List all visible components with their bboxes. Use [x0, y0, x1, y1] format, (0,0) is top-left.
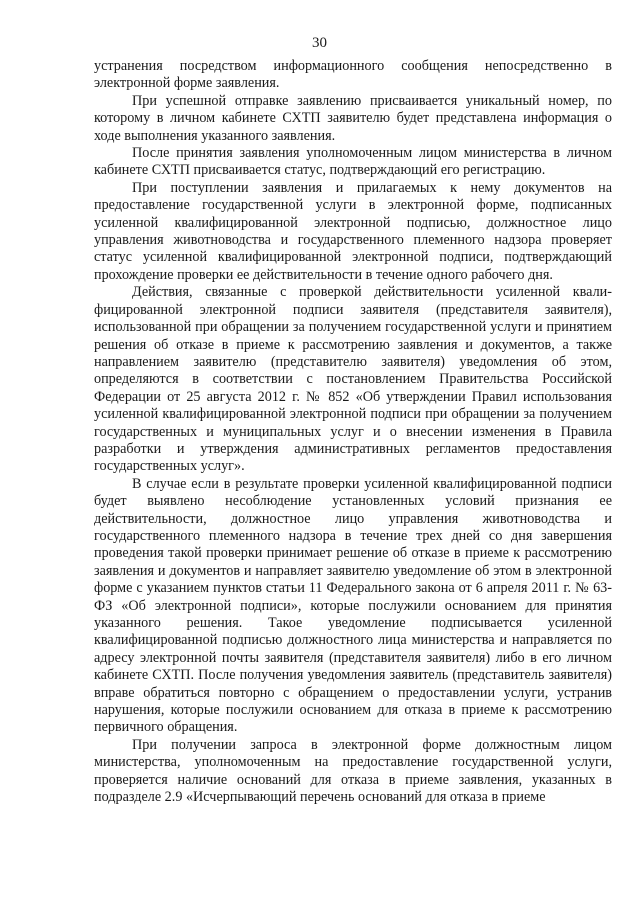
paragraph-signature-invalid: В случае если в результате проверки усиленной квалифицированной подписи будет выявлено несоблюдение установленных условий признания ее действительности, должностное лицо управления животноводства и государственного племенного надзора в течение трех дней со дня завершения проведения такой проверки принимает решение об отказе в приеме к рассмотрению заявления и документов и направляет заявителю уведомление об этом в электронной форме с указанием пунктов статьи 11 Федерального закона от 6 апреля 2011 г. № 63-ФЗ «Об электронной подписи», которые послужили основанием для принятия указанного решения. Такое уведомление подписывается усиленной квалифицированной подписью должностного лица министерства и направляется по адресу электронной почты заявителя (представителя заявителя) либо в его личном кабинете СХТП. После получения уведомления заявитель (представитель заявителя) вправе обратиться повторно с обращением о предоставлении услуги, устранив нарушения, которые послужили основанием для отказа в приеме к рассмотрению первичного обращения.: [94, 475, 612, 736]
paragraph-request-received: При получении запроса в электронной форме должностным лицом министерства, уполномоченным на предоставление государственной услуги, проверяется наличие оснований для отказа в приеме заявления, указанных в подразделе 2.9 «Исчерпывающий перечень оснований для отказа в приеме: [94, 736, 612, 806]
paragraph-signature-check: При поступлении заявления и прилагаемых к нему документов на предоставление государственной услуги в электронной форме, подписанных усиленной квалифицированной электронной подписью, должностное лицо управления животноводства и государственного племенного надзора проверяет статус усиленной квалифицированной электронной подписи, подтверждающий прохождение проверки ее действительности в течение одного рабочего дня.: [94, 179, 612, 283]
paragraph-unique-number: При успешной отправке заявлению присваивается уникальный номер, по которому в личном кабинете СХТП заявителю будет представлена информация о ходе выполнения указанного заявления.: [94, 92, 612, 144]
page-number: 30: [312, 35, 327, 51]
paragraph-continuation: устранения посредством информационного сообщения непосредственно в электронной форме заявления.: [94, 58, 612, 92]
paragraph-registration-status: После принятия заявления уполномоченным лицом министерства в личном кабинете СХТП присваивается статус, подтверждающий его регистрацию.: [94, 145, 612, 179]
document-body: [94, 58, 612, 806]
paragraph-signature-actions: Действия, связанные с проверкой действительности усиленной квалифицированной электронной подписи заявителя (представителя заявителя), использованной при обращении за получением государственной услуги и принятием решения об отказе в приеме к рассмотрению заявления и документов, а также направлением заявителю (представителю заявителя) уведомления об этом, определяются в соответствии с постановлением Правительства Российской Федерации от 25 августа 2012 г. № 852 «Об утверждении Правил использования усиленной квалифицированной электронной подписи при обращении за получением государственных и муниципальных услуг и о внесении изменения в Правила разработки и утверждения административных регламентов предоставления государственных услуг».: [94, 284, 612, 475]
